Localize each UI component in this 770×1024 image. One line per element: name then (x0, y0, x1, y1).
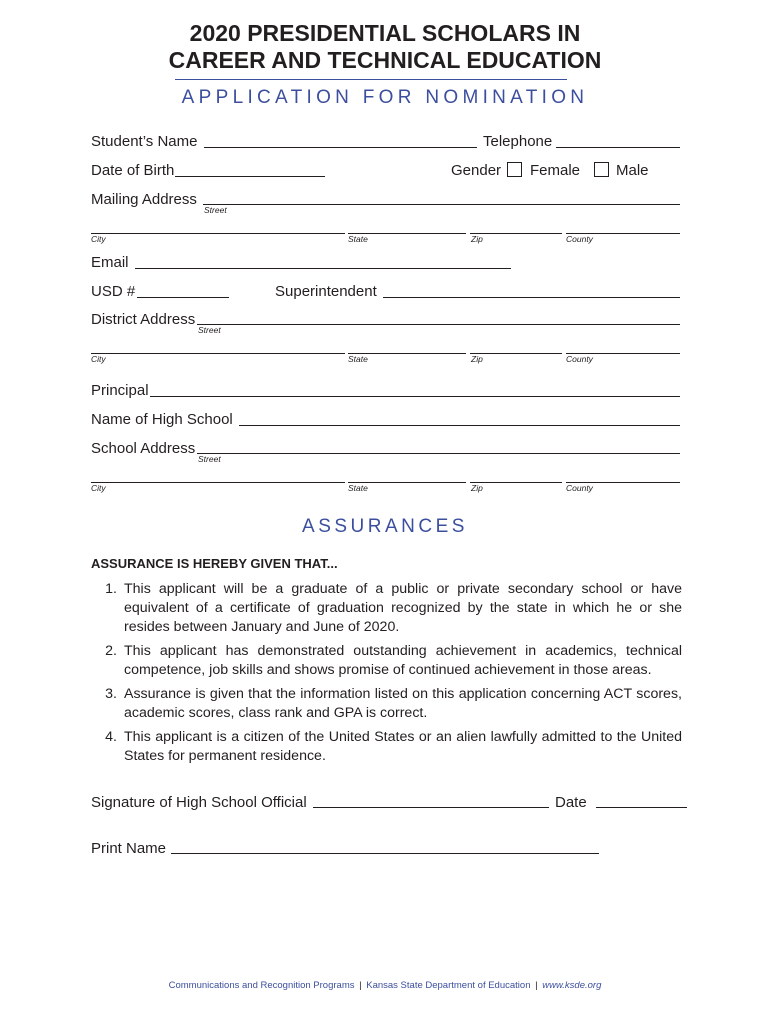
principal-label: Principal (91, 382, 149, 399)
superintendent-label: Superintendent (275, 283, 377, 300)
title-divider (175, 79, 567, 80)
telephone-label: Telephone (483, 133, 553, 150)
female-label: Female (530, 162, 581, 179)
assurances-heading: ASSURANCES (302, 516, 468, 537)
assurance-number: 3. (105, 686, 117, 702)
footer-separator: | (535, 980, 538, 991)
district-street-caption: Street (198, 325, 221, 335)
district-city-field[interactable] (91, 353, 345, 354)
mailing-address-label: Mailing Address (91, 191, 197, 208)
principal-field[interactable] (150, 396, 680, 397)
email-field[interactable] (135, 268, 511, 269)
footer-url-link[interactable]: www.ksde.org (542, 980, 602, 991)
mailing-street-caption: Street (204, 205, 227, 215)
assurance-text: Assurance is given that the information listed on this application concerning ACT scores, academic scores, class rank and GPA is correct. (124, 686, 682, 721)
school-zip-field[interactable] (470, 482, 562, 483)
district-street-field[interactable] (197, 324, 680, 325)
mailing-county-caption: County (566, 234, 593, 244)
high-school-field[interactable] (239, 425, 680, 426)
email-label: Email (91, 254, 129, 271)
page-title-line1: 2020 PRESIDENTIAL SCHOLARS IN (189, 20, 581, 46)
mailing-zip-field[interactable] (470, 233, 562, 234)
school-street-field[interactable] (197, 453, 680, 454)
assurance-number: 2. (105, 643, 117, 659)
district-county-caption: County (566, 354, 593, 364)
mailing-city-field[interactable] (91, 233, 345, 234)
mailing-city-caption: City (91, 234, 106, 244)
signature-field[interactable] (313, 807, 549, 808)
male-checkbox[interactable] (594, 162, 609, 177)
page-title-line2: CAREER AND TECHNICAL EDUCATION (168, 47, 602, 73)
superintendent-field[interactable] (383, 297, 680, 298)
footer-department: Kansas State Department of Education (366, 980, 531, 991)
school-street-caption: Street (198, 454, 221, 464)
female-checkbox[interactable] (507, 162, 522, 177)
mailing-zip-caption: Zip (471, 234, 483, 244)
male-label: Male (616, 162, 649, 179)
dob-label: Date of Birth (91, 162, 175, 179)
high-school-label: Name of High School (91, 411, 233, 428)
district-zip-caption: Zip (471, 354, 483, 364)
school-zip-caption: Zip (471, 483, 483, 493)
student-name-field[interactable] (204, 147, 477, 148)
dob-field[interactable] (175, 176, 325, 177)
page-subtitle: APPLICATION FOR NOMINATION (181, 87, 589, 108)
print-name-label: Print Name (91, 840, 167, 857)
district-address-label: District Address (91, 311, 196, 328)
school-city-field[interactable] (91, 482, 345, 483)
print-name-field[interactable] (171, 853, 599, 854)
usd-label: USD # (91, 283, 136, 300)
footer-separator: | (359, 980, 362, 991)
assurance-number: 1. (105, 581, 117, 597)
usd-field[interactable] (137, 297, 229, 298)
date-label: Date (555, 794, 587, 811)
footer-programs: Communications and Recognition Programs (168, 980, 355, 991)
signature-label: Signature of High School Official (91, 794, 307, 811)
date-field[interactable] (596, 807, 687, 808)
assurance-text: This applicant is a citizen of the United States or an alien lawfully admitted to the United States for permanent residence. (124, 729, 682, 764)
mailing-street-field[interactable] (203, 204, 680, 205)
telephone-field[interactable] (556, 147, 680, 148)
school-state-caption: State (348, 483, 368, 493)
assurance-text: This applicant has demonstrated outstanding achievement in academics, technical competence, job skills and shows promise of continued achievement in those areas. (124, 643, 682, 678)
gender-label: Gender (451, 162, 502, 179)
assurances-intro: ASSURANCE IS HEREBY GIVEN THAT... (91, 556, 338, 571)
page-footer (0, 980, 770, 991)
assurance-text: This applicant will be a graduate of a public or private secondary school or have equivalent of a certificate of graduation recognized by the state in which he or she resides between January and June of 2020. (124, 581, 682, 635)
district-state-caption: State (348, 354, 368, 364)
school-city-caption: City (91, 483, 106, 493)
school-county-caption: County (566, 483, 593, 493)
assurance-number: 4. (105, 729, 117, 745)
school-address-label: School Address (91, 440, 196, 457)
student-name-label: Student’s Name (91, 133, 198, 150)
mailing-state-caption: State (348, 234, 368, 244)
district-city-caption: City (91, 354, 106, 364)
district-zip-field[interactable] (470, 353, 562, 354)
